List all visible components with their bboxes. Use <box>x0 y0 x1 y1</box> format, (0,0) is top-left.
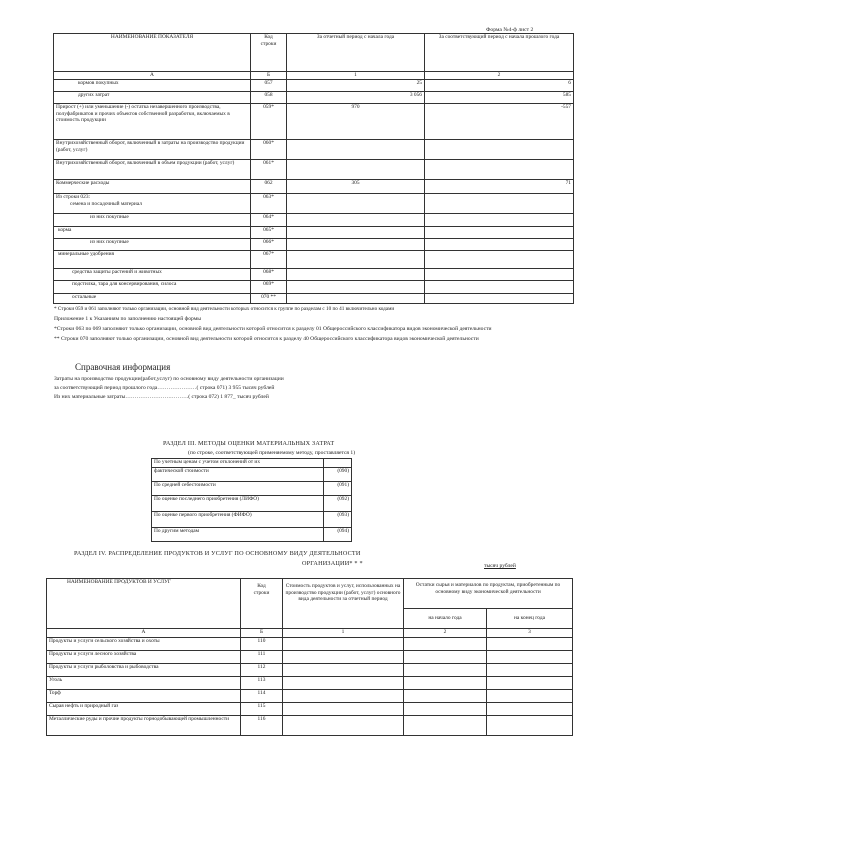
s4-header-stock: Остатки сырья и материалов по продуктам, приобретенным по основному виду экономической деятельности <box>404 579 573 609</box>
table-row: Уголь 113 <box>47 677 573 690</box>
s4-header-code: Код строки <box>241 579 283 629</box>
section4-title-line-2: ОРГАНИЗАЦИИ* * * <box>302 560 363 567</box>
table-row: корма 065* <box>54 227 574 239</box>
table-row: Продукты и услуги рыболовства и рыбоводства 112 <box>47 664 573 677</box>
table-row: Внутрихозяйственный оборот, включенный в объем продукции (работ, услуг) 061* <box>54 160 574 180</box>
form-label: Форма №4-ф лист 2 <box>486 27 534 33</box>
s4-header-stock-end: на конец года <box>487 609 573 629</box>
reference-title: Справочная информация <box>75 362 171 372</box>
s4-header-name: НАИМЕНОВАНИЕ ПРОДУКТОВ И УСЛУГ <box>47 579 241 629</box>
section4-title-line-1: РАЗДЕЛ IV. РАСПРЕДЕЛЕНИЕ ПРОДУКТОВ И УСЛУГ ПО ОСНОВНОМУ ВИДУ ДЕЯТЕЛЬНОСТИ <box>74 550 361 557</box>
table-row: Прирост (+) или уменьшение (-) остатка незавершенного производства, полуфабрикатов и прочих объектов собственной разработки, включаемых в стоимость продукции 059* 970 -557 <box>54 104 574 140</box>
table-row: средства защиты растений и животных 068* <box>54 269 574 281</box>
section4-table: НАИМЕНОВАНИЕ ПРОДУКТОВ И УСЛУГ Код строки Стоимость продуктов и услуг, использованных на производство продукции (работ, услуг) основного вида деятельности за отчетный период Остатки сырья и материалов по продуктам, приобретенным по основному виду экономической деятельности на начало года на конец года А Б 1 2 3 Продукты и услуги сельского хозяйства и охоты 110 Продукты и услуги лесного хозяйства 111 Продукты и услуги рыболовства и рыбоводства 112 Уголь 113 Торф 114 Сырая нефть и природный газ 115 Металлические руды и прочие продукты горнодобывающей промышленности 116 <box>46 578 573 736</box>
section3-subtitle: (по строке, соответствующей применяемому методу, проставляется 1) <box>188 450 356 456</box>
table-row: Сырая нефть и природный газ 115 <box>47 703 573 716</box>
header-code: Код строки <box>251 34 287 72</box>
index-a: А <box>54 72 251 80</box>
table-row: других затрат 058 3 056 585 <box>54 92 574 104</box>
reference-line-3: Из них материальные затраты…………………………….( строка 072) 1 877_ тысяч рублей <box>54 394 269 400</box>
header-current: За отчетный период с начала года <box>287 34 425 72</box>
note-4: ** Строки 070 заполняют только организации, основной вид деятельности которой относится к разделу 40 Общероссийского классификатора видов экономической деятельности <box>54 335 479 342</box>
table-row: Коммерческие расходы 062 305 71 <box>54 180 574 194</box>
note-3: *Строки 063 по 069 заполняют только организации, основной вид деятельности которой относится к разделу 01 Общероссийского классификатора видов экономической деятельности <box>54 325 492 332</box>
table-row: Металлические руды и прочие продукты горнодобывающей промышленности 116 <box>47 716 573 736</box>
index-b: Б <box>251 72 287 80</box>
table-row: Внутрихозяйственный оборот, включенный в затраты на производство продукции (работ, услуг) 060* <box>54 140 574 160</box>
header-name: НАИМЕНОВАНИЕ ПОКАЗАТЕЛЯ <box>54 34 251 72</box>
section3-table: По учетным ценам с учетом отклонений от их фактической стоимости (090) По средней себестоимости (091) По оценке последнего приобретения (ЛИФО) (092) По оценке первого приобретения (ФИФО) (093) По другим методам (094) <box>151 458 352 542</box>
reference-line-2: за соответствующий период прошлого года…………………( строка 071) 3 955 тысяч рублей <box>54 385 275 391</box>
table-row: Продукты и услуги лесного хозяйства 111 <box>47 651 573 664</box>
table-row: Из строки 023: семена и посадочный материал 063* <box>54 194 574 214</box>
index-2: 2 <box>425 72 574 80</box>
notes <box>54 306 574 343</box>
note-2: Приложение 1 к Указаниям по заполнению настоящей формы <box>54 315 202 322</box>
index-1: 1 <box>287 72 425 80</box>
section3-title: РАЗДЕЛ III. МЕТОДЫ ОЦЕНКИ МАТЕРИАЛЬНЫХ ЗАТРАТ <box>163 440 335 447</box>
table-row: остальные 070 ** <box>54 294 574 304</box>
header-previous: За соответствующий период с начала прошлого года <box>425 34 574 72</box>
table-row: Торф 114 <box>47 690 573 703</box>
s4-header-cost: Стоимость продуктов и услуг, использованных на производство продукции (работ, услуг) основного вида деятельности за отчетный период <box>283 579 404 629</box>
table-row: подстилка, тара для консервирования, силоса 069* <box>54 281 574 294</box>
indicators-table <box>53 33 574 304</box>
table-row: из них покупные 064* <box>54 214 574 227</box>
section4-unit: тысяч рублей <box>484 563 516 569</box>
table-row: кормов покупных 057 25 6 <box>54 80 574 92</box>
reference-line-1: Затраты на производство продукции(работ,услуг) по основному виду деятельности организации <box>54 376 284 382</box>
table-row: минеральные удобрения 067* <box>54 251 574 269</box>
table-row: Продукты и услуги сельского хозяйства и охоты 110 <box>47 638 573 651</box>
note-1: * Строки 059 и 061 заполняют только организации, основной вид деятельности которых относится к группе по разделам с 10 по 41 включительно кодами <box>54 306 395 312</box>
table-row: из них покупные 066* <box>54 239 574 251</box>
s4-header-stock-begin: на начало года <box>404 609 487 629</box>
